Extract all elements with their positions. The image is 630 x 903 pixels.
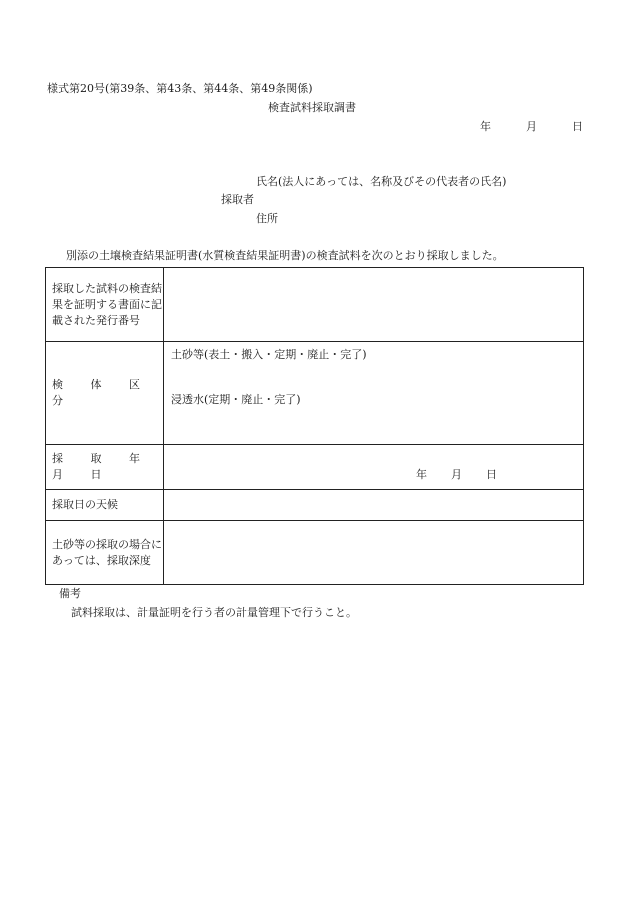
sampler-label: 採取者 — [221, 193, 254, 206]
sampler-name-label: 氏名(法人にあっては、名称及びその代表者の氏名) — [256, 175, 507, 188]
sampling-depth-field[interactable] — [164, 521, 584, 585]
table-row — [46, 445, 584, 490]
table-row — [46, 490, 584, 521]
issue-number-field[interactable] — [164, 268, 584, 342]
specimen-category-label: 検 体 区 分 — [46, 342, 164, 445]
form-number: 様式第20号(第39条、第43条、第44条、第49条関係) — [47, 82, 313, 95]
issue-number-label: 採取した試料の検査結果を証明する書面に記載された発行番号 — [46, 268, 164, 342]
soil-option: 土砂等(表土・搬入・定期・廃止・完了) — [171, 348, 367, 361]
notes-heading: 備考 — [59, 587, 81, 600]
sampling-day-label: 日 — [486, 468, 497, 481]
table-row — [46, 342, 584, 445]
notes-text: 試料採取は、計量証明を行う者の計量管理下で行うこと。 — [71, 606, 357, 619]
sampling-depth-label: 土砂等の採取の場合にあっては、採取深度 — [46, 521, 164, 585]
sampling-date-field[interactable] — [164, 445, 584, 490]
sampler-address-label: 住所 — [256, 212, 278, 225]
weather-label: 採取日の天候 — [46, 490, 164, 521]
sampling-date-label: 採 取 年 月 日 — [46, 445, 164, 490]
date-day-label: 日 — [572, 120, 583, 133]
intro-statement: 別添の土壌検査結果証明書(水質検査結果証明書)の検査試料を次のとおり採取しました。 — [66, 249, 504, 262]
sampling-month-label: 月 — [451, 468, 462, 481]
table-row — [46, 268, 584, 342]
table-row — [46, 521, 584, 585]
sampling-record-table — [45, 267, 584, 585]
weather-field[interactable] — [164, 490, 584, 521]
specimen-category-field[interactable] — [164, 342, 584, 445]
document-title: 検査試料採取調書 — [268, 101, 356, 114]
sampling-year-label: 年 — [416, 468, 427, 481]
date-year-label: 年 — [480, 120, 491, 133]
leachate-option: 浸透水(定期・廃止・完了) — [171, 393, 301, 406]
date-month-label: 月 — [526, 120, 537, 133]
